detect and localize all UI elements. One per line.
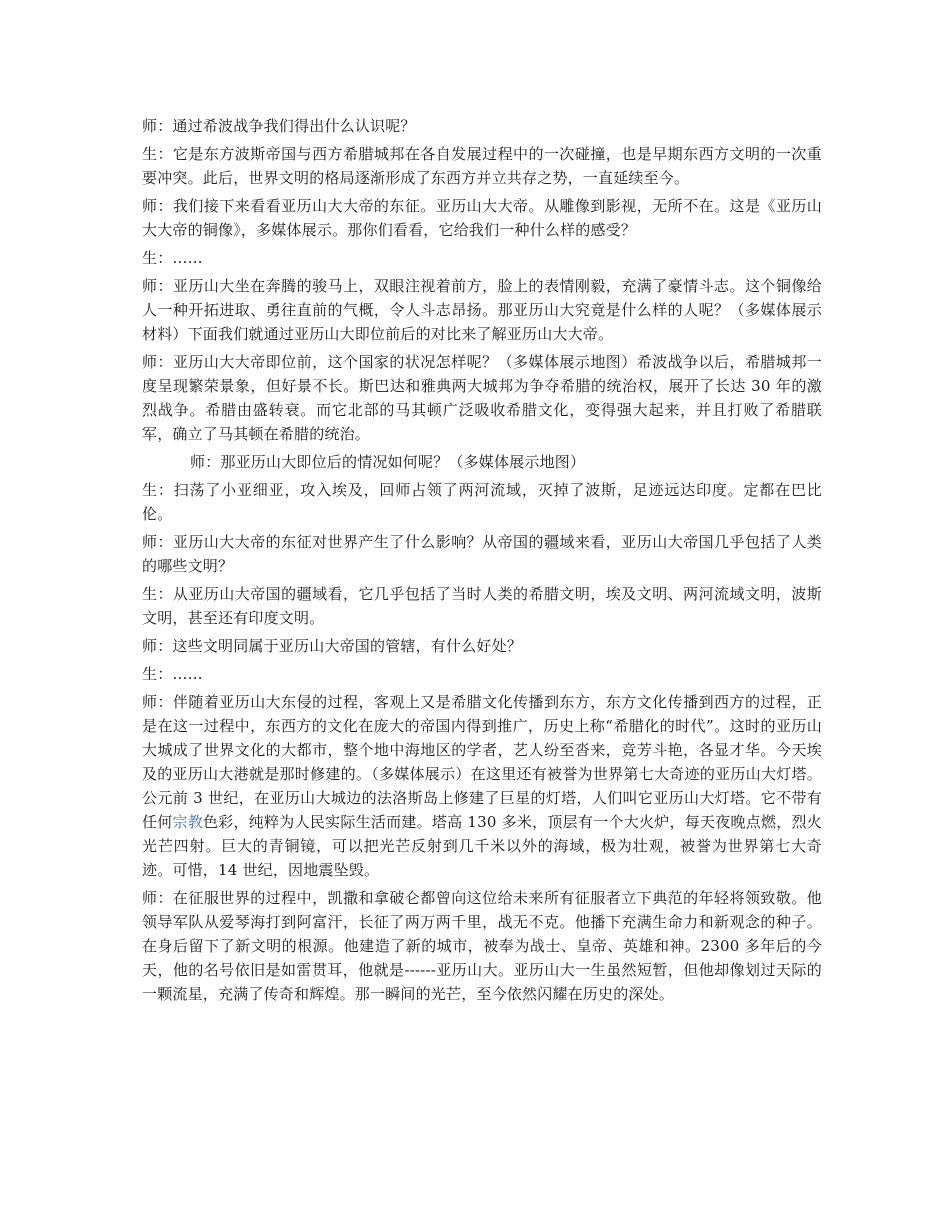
paragraph-benefit-question: 师：这些文明同属于亚历山大帝国的管辖，有什么好处？ [142, 637, 523, 655]
religion-link[interactable]: 宗教 [172, 813, 204, 831]
paragraph-before-accession: 师：亚历山大大帝即位前，这个国家的状况怎样呢？（多媒体展示地图）希波战争以后，希腊城邦一度呈现繁荣景象，但好景不长。斯巴达和雅典两大城邦为争夺希腊的统治权，展开了长达 30 年的激烈战争。希腊由盛转衰。而它北部的马其顿广泛吸收希腊文化，变得强大起来，并且打败了希腊联军，确立了马其顿在希腊的统治。 [142, 353, 822, 443]
document-page [142, 114, 822, 1010]
paragraph-question-greco-persian: 师：通过希波战争我们得出什么认识呢？ [142, 117, 416, 135]
paragraph-conquests: 生：扫荡了小亚细亚，攻入埃及，回师占领了两河流域，灭掉了波斯，足迹远达印度。定都在巴比伦。 [142, 481, 822, 523]
paragraph-student-ellipsis-2: 生：…… [142, 665, 203, 683]
hellenistic-text-part-a: 师：伴随着亚历山大东侵的过程，客观上又是希腊文化传播到东方，东方文化传播到西方的过程，正是在这一过程中，东西方的文化在庞大的帝国内得到推广，历史上称“希腊化的时代”。这时的亚历山大城成了世界文化的大都市，整个地中海地区的学者，艺人纷至沓来，竞芳斗艳，各显才华。今天埃及的亚历山大港就是那时修建的。（多媒体展示）在这里还有被誉为世界第七大奇迹的亚历山大灯塔。公元前 3 世纪，在亚历山大城边的法洛斯岛上修建了巨星的灯塔，人们叫它亚历山大灯塔。它不带有任何 [142, 693, 822, 831]
paragraph-hellenistic-age [142, 690, 822, 882]
paragraph-alexander-legacy: 师：在征服世界的过程中，凯撒和拿破仑都曾向这位给未来所有征服者立下典范的年轻将领致敬。他领导军队从爱琴海打到阿富汗，长征了两万两千里，战无不克。他播下充满生命力和新观念的种子。在身后留下了新文明的根源。他建造了新的城市，被奉为战士、皇帝、英雄和神。2300 多年后的今天，他的名号依旧是如雷贯耳，他就是------亚历山大。亚历山大一生虽然短暂，但他却像划过天际的一颗流星，充满了传奇和辉煌。那一瞬间的光芒，至今依然闪耀在历史的深处。 [142, 889, 822, 1003]
hellenistic-text-part-b: 色彩，纯粹为人民实际生活而建。塔高 130 多米，顶层有一个大火炉，每天夜晚点燃，烈火光芒四射。巨大的青铜镜，可以把光芒反射到几千米以外的海域，极为壮观，被誉为世界第七大奇迹。可惜，14 世纪，因地震坠毁。 [142, 813, 822, 879]
paragraph-answer-east-west-clash: 生：它是东方波斯帝国与西方希腊城邦在各自发展过程中的一次碰撞，也是早期东西方文明的一次重要冲突。此后，世界文明的格局逐渐形成了东西方并立共存之势，一直延续至今。 [142, 145, 822, 187]
paragraph-student-ellipsis-1: 生：…… [142, 249, 203, 267]
paragraph-after-accession-question: 师：那亚历山大即位后的情况如何呢？（多媒体展示地图） [190, 453, 586, 471]
paragraph-statue-description: 师：亚历山大坐在奔腾的骏马上，双眼注视着前方，脸上的表情刚毅，充满了豪情斗志。这个铜像给人一种开拓进取、勇往直前的气概，令人斗志昂扬。那亚历山大究竟是什么样的人呢？（多媒体展示材料）下面我们就通过亚历山大即位前后的对比来了解亚历山大大帝。 [142, 277, 822, 343]
paragraph-civilizations-answer: 生：从亚历山大帝国的疆域看，它几乎包括了当时人类的希腊文明，埃及文明、两河流域文明，波斯文明，甚至还有印度文明。 [142, 585, 822, 627]
paragraph-impact-question: 师：亚历山大大帝的东征对世界产生了什么影响？从帝国的疆域来看，亚历山大帝国几乎包括了人类的哪些文明？ [142, 533, 822, 575]
paragraph-alexander-statue: 师：我们接下来看看亚历山大大帝的东征。亚历山大大帝。从雕像到影视，无所不在。这是《亚历山大大帝的铜像》，多媒体展示。那你们看看，它给我们一种什么样的感受？ [142, 197, 822, 239]
